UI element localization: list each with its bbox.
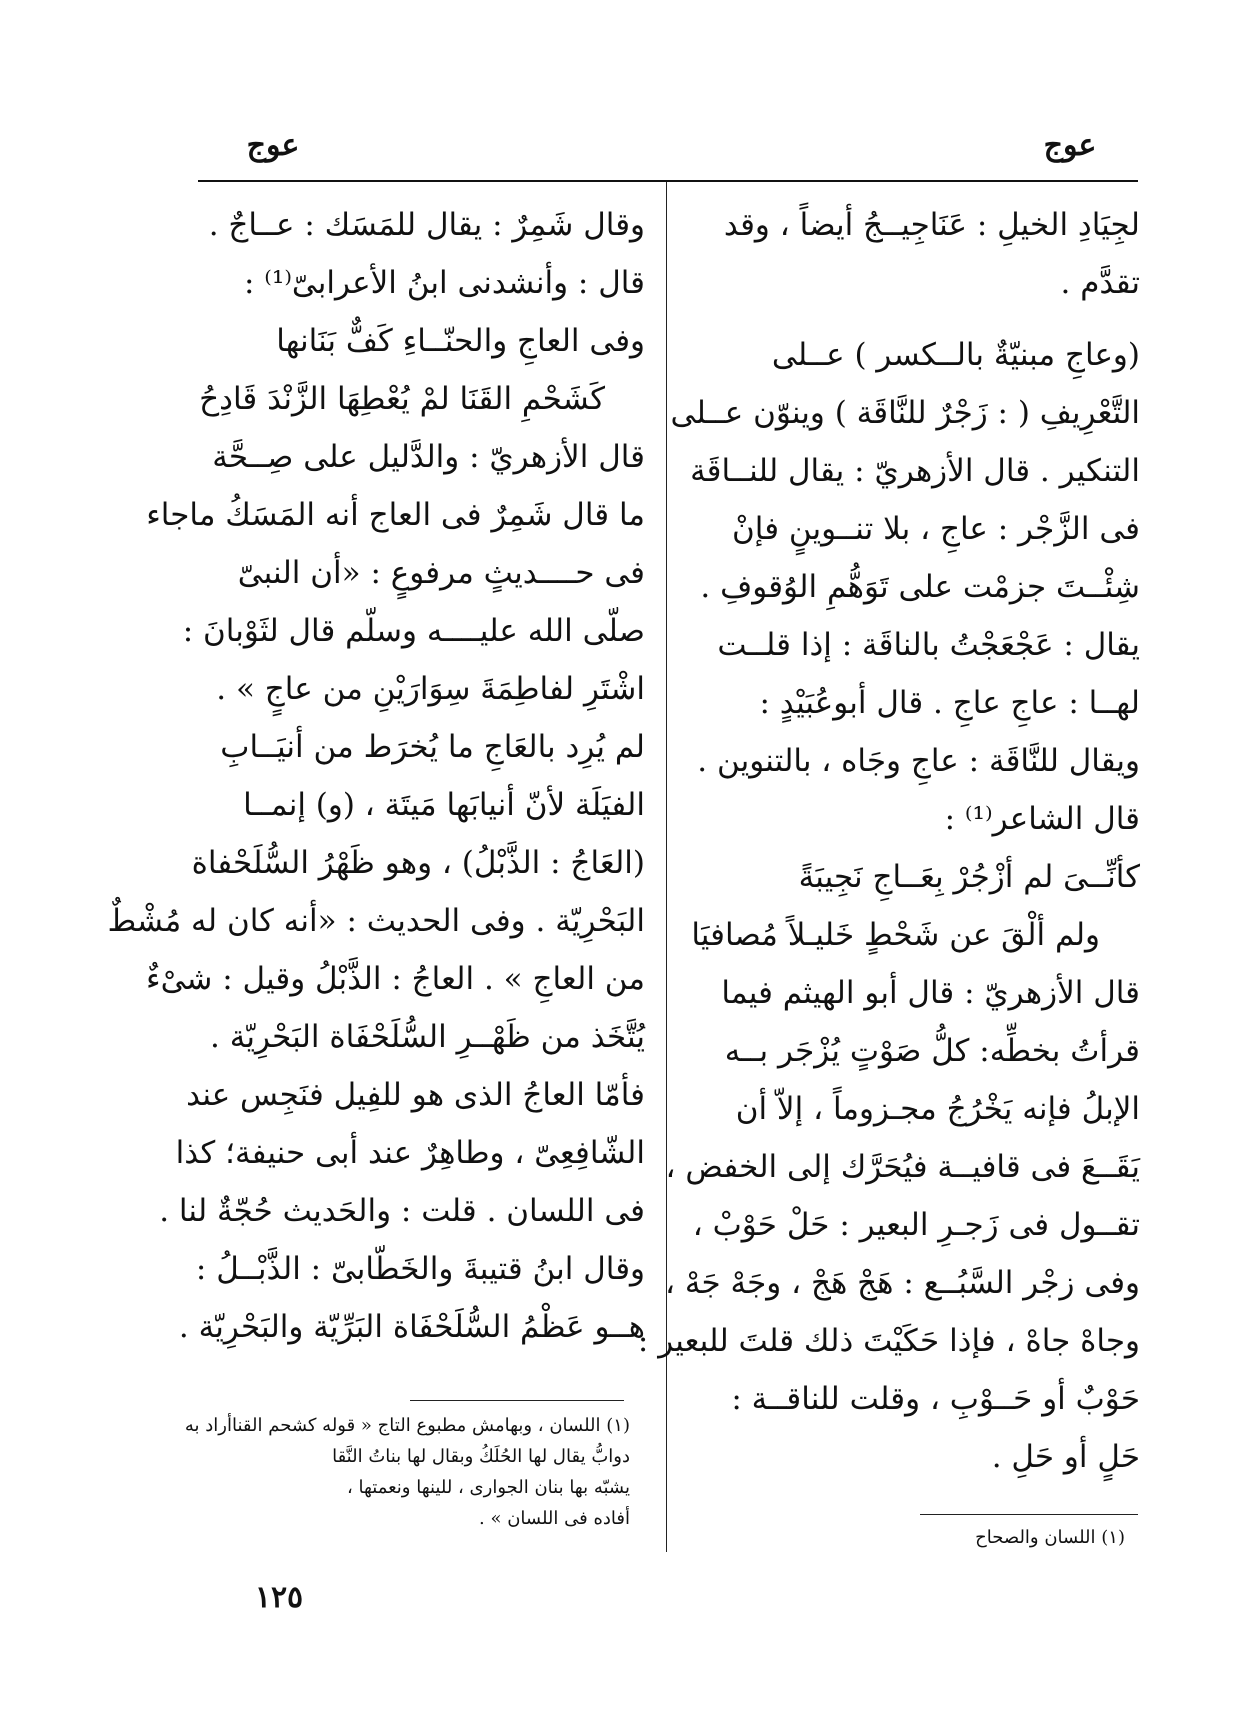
text-line: يَقَــعَ فى قافيــة فيُحَرَّك إلى الخفض ،	[665, 1149, 1140, 1185]
text-line: الشّافِعِىّ ، وطاهِرٌ عند أبى حنيفة؛ كذا	[175, 1135, 645, 1171]
verse-line: كَشَحْمِ القَنَا لمْ يُعْطِهَا الزَّنْدَ قَادِحُ	[199, 381, 605, 417]
text-line: ما قال شَمِرٌ فى العاج أنه المَسَكُ ماجاء	[146, 497, 645, 533]
verse-line: كأنِّــىَ لم أزْجُرْ بِعَــاجِ نَجِيبَةً	[798, 859, 1140, 895]
footnote-line: يشبّه بها بنان الجوارى ، للينها ونعمتها ،	[346, 1477, 630, 1498]
left-column	[107, 196, 645, 1356]
right-column	[637, 196, 1140, 1486]
text-line: قرأتُ بخطِّه: كلُّ صَوْتٍ يُزْجَر بــه	[724, 1033, 1140, 1069]
text-line: تقدَّم .	[1060, 265, 1140, 301]
footnote-right	[900, 1522, 1125, 1553]
text-line: اشْتَرِ لفاطِمَةَ سِوَارَيْنِ من عاجٍ » .	[216, 671, 645, 707]
text-line: (العَاجُ : الذَّبْلُ) ، وهو ظَهْرُ السُّلَحْفاة	[191, 845, 645, 881]
text-line: فى حــــديثٍ مرفوعٍ : «أن النبىّ	[237, 555, 645, 591]
text-line: فى اللسان . قلت : والحَديث حُجّةٌ لنا .	[159, 1193, 645, 1229]
running-head-right: عوج	[1043, 128, 1097, 163]
text-line: وجاهْ جاهْ ، فإذا حَكَيْتَ ذلك قلتَ للبعير :	[637, 1323, 1140, 1359]
verse-line: ولم ألْقَ عن شَحْطٍ خَليـلاً مُصافيَا	[691, 917, 1100, 953]
text-line: فأمّا العاجُ الذى هو للفِيل فنَجِس عند	[186, 1077, 645, 1113]
text-line: شِئْــتَ جزمْت على تَوَهُّمِ الوُقوفِ .	[700, 569, 1140, 605]
text-line: حَوْبٌ أو حَــوْبِ ، وقلت للناقــة :	[731, 1381, 1140, 1417]
text-line: لجِيَادِ الخيلِ : عَنَاجِيــجُ أيضاً ، وقد	[723, 207, 1140, 243]
text-line: ويقال للنَّاقَة : عاجِ وجَاه ، بالتنوين .	[697, 743, 1140, 779]
text-line: صلّى الله عليــــه وسلّم قال لثَوْبانَ :	[182, 613, 645, 649]
text-line: وقال شَمِرٌ : يقال للمَسَك : عــاجٌ .	[208, 207, 645, 243]
text-line: البَحْرِيّة . وفى الحديث : «أنه كان له مُشْطٌ	[107, 903, 645, 939]
text-line: قال الأزهريّ : قال أبو الهيثم فيما	[721, 975, 1140, 1011]
footnote-left	[184, 1410, 630, 1534]
footnote-rule-left	[410, 1400, 624, 1401]
spacer	[700, 312, 1140, 326]
text-line: وقال ابنُ قتيبةَ والخَطّابىّ : الذَّبْــلُ :	[195, 1251, 645, 1287]
text-line: من العاجِ » . العاجُ : الذَّبْلُ وقيل : شىْءٌ	[146, 961, 645, 997]
text-line: يُتَّخَذ من ظَهْــرِ السُّلَحْفَاة البَحْرِيّة .	[210, 1019, 645, 1055]
text-line: (وعاجِ مبنيّةٌ بالــكسر ) عــلى	[771, 337, 1140, 373]
text-line: لم يُرِد بالعَاجِ ما يُخرَط من أنيَــابِ	[220, 729, 645, 765]
footnote-rule-right	[920, 1514, 1138, 1515]
text-line: هــو عَظْمُ السُّلَحْفَاة البَرِّيّة والبَحْرِيّة .	[178, 1309, 645, 1345]
running-head-left: عوج	[246, 128, 300, 163]
text-line: وفى زجْر السَّبُــع : هَجْ هَجْ ، وجَهْ جَهْ ،	[665, 1265, 1140, 1301]
text-line: تقــول فى زَجـرِ البعير : حَلْ حَوْبْ ،	[692, 1207, 1140, 1243]
text-line: قال الأزهريّ : والدَّليل على صِــحَّة	[212, 439, 645, 475]
text-line: فى الزَّجْر : عاجِ ، بلا تنــوينٍ فإنْ	[731, 511, 1140, 547]
text-line: التنكير . قال الأزهريّ : يقال للنــاقَة	[690, 453, 1140, 489]
verse-line: وفى العاجِ والحنّــاءِ كَفٌّ بَنَانها	[276, 323, 645, 359]
text-line: الإبلُ فإنه يَخْرُجُ مجـزوماً ، إلاّ أن	[735, 1091, 1140, 1127]
footnote-line: دوابُّ يقال لها الحُلَكُ وبقال لها بناتُ النَّقا	[332, 1446, 630, 1467]
text-line: لهــا : عاجِ عاجِ . قال أبوعُبَيْدٍ :	[759, 685, 1140, 721]
text-line: حَلٍ أو حَلِ .	[991, 1439, 1140, 1475]
text-line: قال : وأنشدنى ابنُ الأعرابىّ⁽¹⁾ :	[243, 265, 645, 301]
text-line: يقال : عَجْعَجْتُ بالناقَة : إذا قلــت	[717, 627, 1140, 663]
footnote-line: (١) اللسان ، وبهامش مطبوع التاج « قوله كشحم القناأراد به	[184, 1415, 630, 1436]
header-rule	[198, 180, 1138, 182]
text-line: قال الشاعر⁽¹⁾ :	[944, 801, 1140, 837]
text-line: الفيَلَة لأنّ أنيابَها مَيتَة ، (و) إنمــا	[243, 787, 645, 823]
footnote-line: أفاده فى اللسان » .	[479, 1508, 630, 1529]
footnote-line: (١) اللسان والصحاح	[975, 1527, 1125, 1548]
text-line: التَّعْرِيفِ ( : زَجْرٌ للنَّاقَة ) وينوّن عــلى	[670, 395, 1140, 431]
page-number: ١٢٥	[254, 1580, 304, 1615]
